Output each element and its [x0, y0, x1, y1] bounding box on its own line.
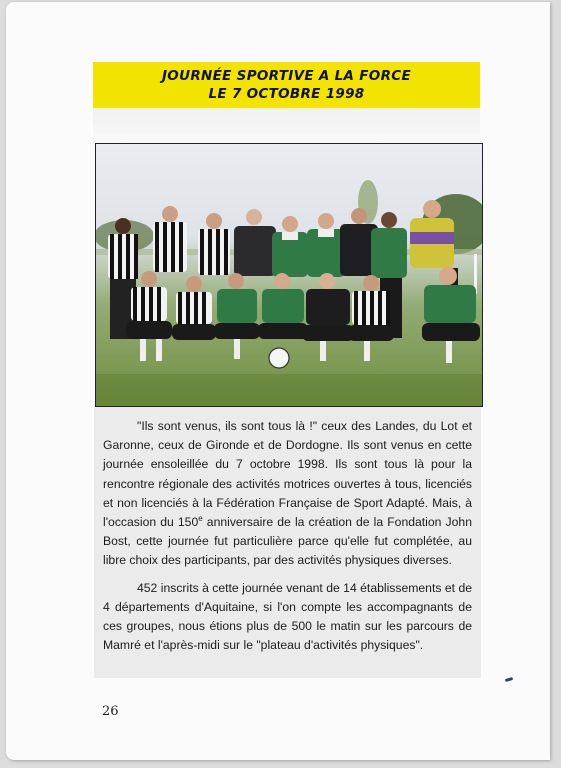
article-text-box [94, 407, 481, 678]
paragraph-1 [103, 417, 472, 571]
page-number: 26 [102, 704, 119, 719]
team-photo [95, 143, 483, 407]
team-photo-illustration [96, 144, 483, 407]
bleed-through-area [93, 108, 480, 148]
title-banner [93, 62, 480, 108]
front-row [126, 267, 480, 368]
paragraph-2: 452 inscrits à cette journée venant de 14 établissements et de 4 départements d'Aquitaine, si l'on compte les accompagnants de ces groupes, nous étions plus de 500 le matin sur les parcours de Mamré et l'après-midi sur le "plateau d'activités physiques". [103, 580, 472, 653]
title-line-1: JOURNÉE SPORTIVE A LA FORCE [161, 68, 411, 84]
ordinal-superscript: e [198, 513, 203, 523]
document-page [6, 2, 550, 760]
title-line-2: LE 7 OCTOBRE 1998 [208, 86, 365, 102]
paragraph-1-text: "Ils sont venus, ils sont tous là !" ceux des Landes, du Lot et Garonne, ceux de Gironde et de Dordogne. Ils sont venus en cette journée ensoleillée du 7 octobre 1998. Ils sont tous là pour la rencontre régionale des activités motrices ouvertes à tous, licenciés et non licenciés à la Fédération Française de Sport Adapté. Mais, à l'occasion du 150 [103, 419, 472, 530]
paragraph-1-text-continued: anniversaire de la création de la Fondation John Bost, cette journée fut particulière parce qu'elle fut complétée, au libre choix des participants, par des activités physiques diverses. [103, 515, 472, 568]
ink-mark [505, 677, 514, 682]
